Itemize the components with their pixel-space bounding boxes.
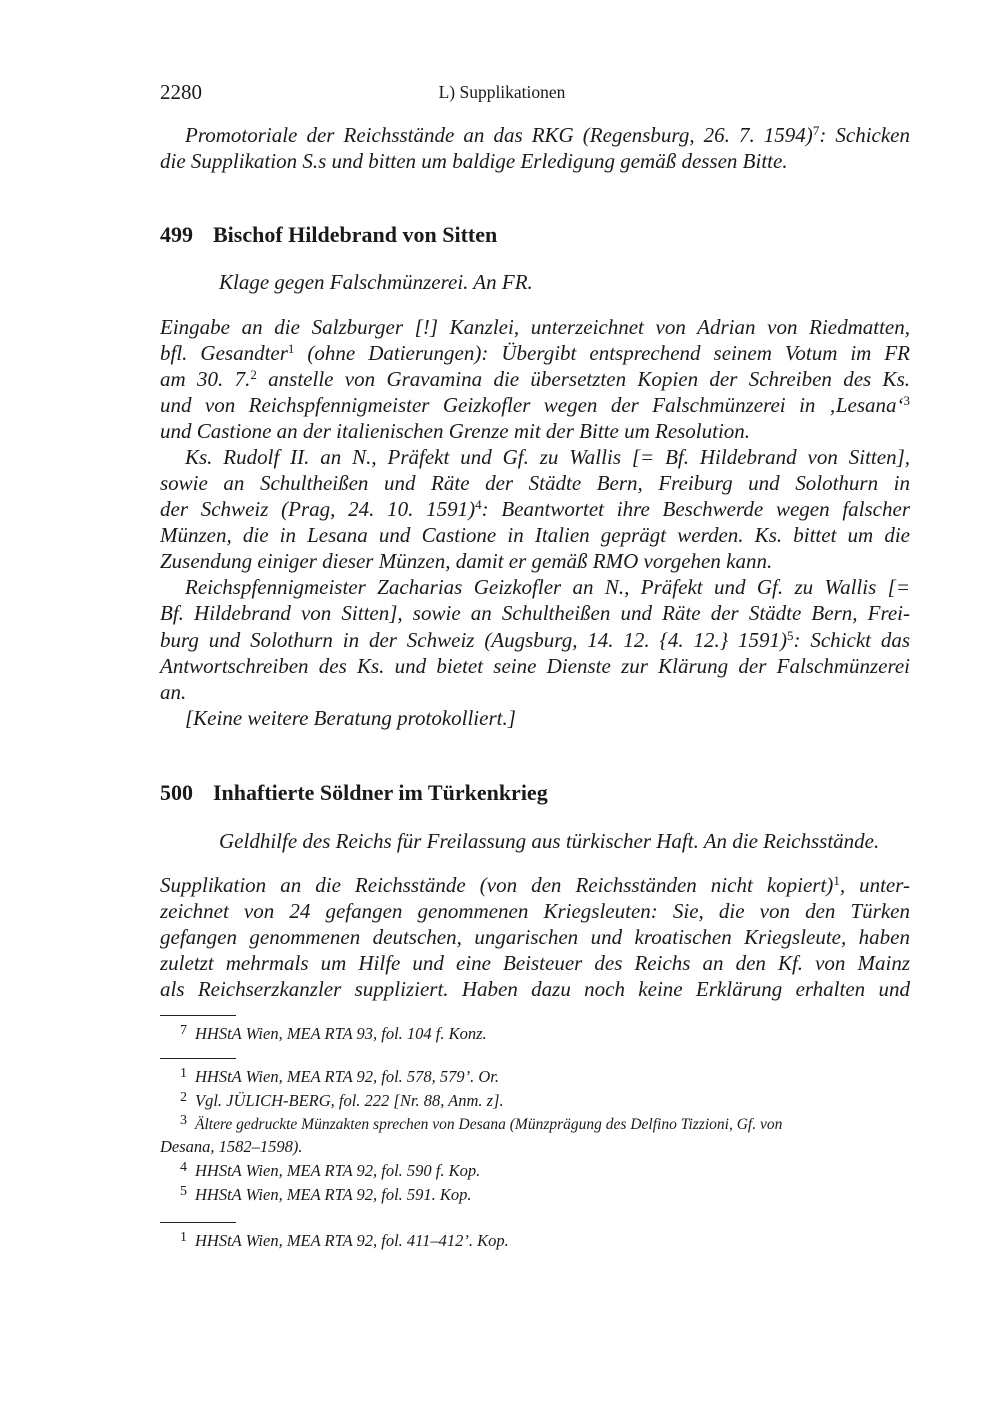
footnote-text: HHStA Wien, MEA RTA 92, fol. 578, 579’. Or.	[195, 1067, 500, 1086]
footnote-text: HHStA Wien, MEA RTA 92, fol. 411–412’. Kop.	[195, 1231, 509, 1250]
intro-line: Promotoriale der Reichsstände an das RKG (Regensburg, 26. 7. 1594)$^7$: Schicken	[185, 123, 910, 147]
footnote-reference[interactable]: 1	[287, 341, 295, 356]
section-title: Bischof Hildebrand von Sitten	[213, 222, 498, 247]
body-line: Antwortschreiben des Ks. und bietet seine Dienste zur Klärung der Falschmünzerei	[160, 654, 910, 678]
body-line: [Keine weitere Beratung protokolliert.]	[185, 706, 516, 730]
footnote-rule	[160, 1015, 236, 1016]
section-title: Inhaftierte Söldner im Türkenkrieg	[213, 780, 548, 805]
footnote-number: 1	[180, 1230, 187, 1245]
section-number: 499	[160, 222, 193, 247]
running-head: L) Supplikationen	[438, 82, 566, 102]
body-line: und Castione an der italienischen Grenze mit der Bitte um Resolution.	[160, 419, 751, 443]
footnote-number: 2	[180, 1090, 187, 1105]
body-line: Supplikation an die Reichsstände (von den Reichsständen nicht kopiert)$^1$, unter-	[160, 873, 910, 897]
footnote-number: 5	[180, 1184, 187, 1199]
section-subtitle: Klage gegen Falschmünzerei. An FR.	[219, 270, 533, 294]
intro-line: die Supplikation S.s und bitten um baldige Erledigung gemäß dessen Bitte.	[160, 149, 788, 173]
footnote-number: 1	[180, 1066, 187, 1081]
footnote-reference[interactable]: 2	[250, 367, 257, 382]
footnote-text: HHStA Wien, MEA RTA 93, fol. 104 f. Konz.	[195, 1024, 487, 1043]
body-line: zeichnet von 24 gefangen genommenen Kriegsleuten: Sie, die von den Türken	[160, 899, 910, 923]
footnote-text: HHStA Wien, MEA RTA 92, fol. 591. Kop.	[195, 1185, 472, 1204]
footnote	[180, 1066, 499, 1088]
body-line: Münzen, die in Lesana und Castione in Italien geprägt werden. Ks. bittet um die	[160, 523, 910, 547]
body-line: bfl. Gesandter$^1$ (ohne Datierungen): Übergibt entsprechend seinem Votum im FR	[160, 341, 911, 365]
footnote-number: 3	[180, 1113, 187, 1128]
page-number: 2280	[160, 80, 202, 104]
footnote	[180, 1160, 480, 1182]
footnote-number: 4	[180, 1160, 187, 1175]
footnote-reference[interactable]: 5	[787, 628, 794, 643]
body-line: als Reichserzkanzler suppliziert. Haben dazu noch keine Erklärung erhalten und	[160, 977, 910, 1001]
section-500-heading	[160, 780, 548, 806]
section-number: 500	[160, 780, 193, 805]
body-line: Bf. Hildebrand von Sitten], sowie an Schultheißen und Räte der Städte Bern, Frei-	[160, 601, 910, 625]
footnote-continuation: Desana, 1582–1598).	[160, 1137, 303, 1156]
footnote-reference[interactable]: 1	[833, 873, 840, 888]
body-line: am 30. 7.$^2$ anstelle von Gravamina die übersetzten Kopien der Schreiben des Ks.	[160, 367, 910, 391]
body-line: Zusendung einiger dieser Münzen, damit er gemäß RMO vorgehen kann.	[160, 549, 773, 573]
footnote-text: HHStA Wien, MEA RTA 92, fol. 590 f. Kop.	[195, 1161, 481, 1180]
footnote	[180, 1230, 509, 1252]
section-subtitle: Geldhilfe des Reichs für Freilassung aus türkischer Haft. An die Reichsstände.	[219, 829, 880, 853]
section-499-heading	[160, 222, 497, 248]
footnote-reference[interactable]: 7	[812, 123, 820, 138]
body-line: Reichspfennigmeister Zacharias Geizkofler an N., Präfekt und Gf. zu Wallis [=	[185, 575, 910, 599]
body-line: und von Reichspfennigmeister Geizkofler wegen der Falschmünzerei in ‚Lesana‘$^3$	[160, 393, 910, 417]
footnote-number: 7	[180, 1023, 187, 1038]
body-line: Ks. Rudolf II. an N., Präfekt und Gf. zu Wallis [= Bf. Hildebrand von Sitten],	[185, 445, 910, 469]
body-line: sowie an Schultheißen und Räte der Städte Bern, Freiburg und Solothurn in	[160, 471, 910, 495]
body-line: burg und Solothurn in der Schweiz (Augsburg, 14. 12. {4. 12.} 1591)$^5$: Schickt das	[160, 628, 910, 652]
footnote	[180, 1090, 504, 1112]
footnote	[180, 1114, 782, 1136]
footnote	[180, 1184, 472, 1206]
body-line: Eingabe an die Salzburger [!] Kanzlei, unterzeichnet von Adrian von Riedmatten,	[160, 315, 910, 339]
footnote-text: Vgl. JÜLICH-BERG, fol. 222 [Nr. 88, Anm. z].	[195, 1091, 504, 1110]
footnote-reference[interactable]: 4	[475, 497, 482, 512]
body-line: der Schweiz (Prag, 24. 10. 1591)$^4$: Beantwortet ihre Beschwerde wegen falscher	[160, 497, 911, 521]
footnote-rule	[160, 1058, 236, 1059]
footnote-reference[interactable]: 3	[903, 393, 910, 408]
body-line: gefangen genommenen deutschen, ungarischen und kroatischen Kriegsleute, haben	[160, 925, 910, 949]
footnote-rule	[160, 1222, 236, 1223]
body-line: zuletzt mehrmals um Hilfe und eine Beisteuer des Reichs an den Kf. von Mainz	[160, 951, 910, 975]
body-line: an.	[160, 680, 187, 704]
footnote	[180, 1023, 487, 1045]
footnote-text: Ältere gedruckte Münzakten sprechen von Desana (Münzprägung des Delfino Tizzioni, Gf. von	[195, 1116, 783, 1133]
